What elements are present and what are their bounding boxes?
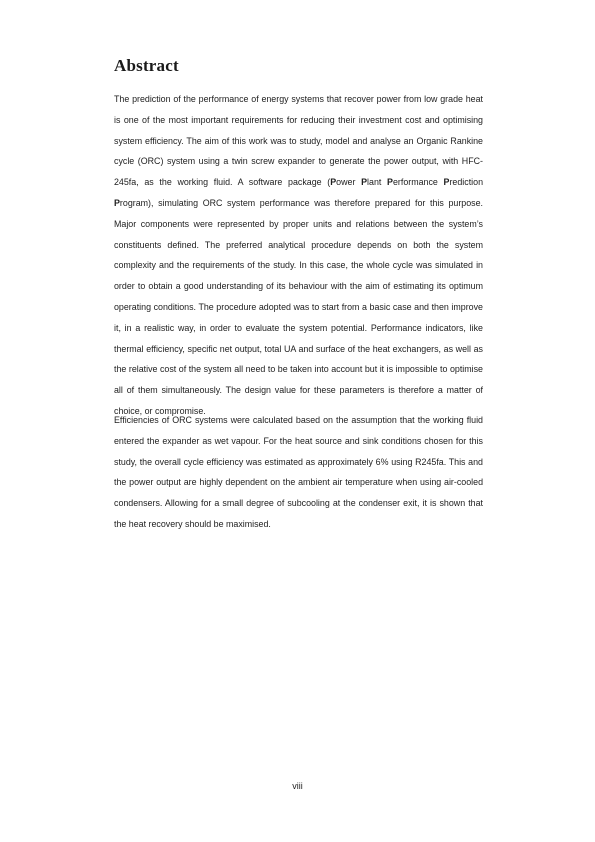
paragraph-1-text-start: The prediction of the performance of energy systems that recover power from low grade heat is one of the most important requirements for reducing their investment cost and optimising system efficiency. The aim of this work was to study, model and analyse an Organic Rankine cycle (ORC) system using a twin screw expander to generate the power output, with HFC-245fa, as the working fluid. A software package ( [114, 94, 483, 188]
acronym-word-prediction: rediction [449, 177, 484, 188]
acronym-word-performance: erformance [392, 177, 444, 188]
abstract-heading: Abstract [114, 56, 179, 75]
acronym-letter-p-power: P [330, 177, 337, 188]
acronym-letter-p-prediction: P [443, 177, 450, 188]
abstract-paragraph-1 [114, 89, 483, 422]
acronym-letter-p-program: P [114, 197, 120, 208]
abstract-paragraph-2: Efficiencies of ORC systems were calculated based on the assumption that the working fluid entered the expander as wet vapour. For the heat source and sink conditions chosen for this study, the overall cycle efficiency was estimated as approximately 6% using R245fa. This and the power output are highly dependent on the ambient air temperature when using air-cooled condensers. Allowing for a small degree of subcooling at the condenser exit, it is shown that the heat recovery should be maximised. [114, 415, 483, 529]
acronym-letter-p-performance: P [387, 177, 393, 188]
paragraph-1-text-end: rogram), simulating ORC system performance was therefore prepared for this purpose. Major components were represented by proper units and relations between the system’s constituents defined. The preferred analytical procedure depends on both the system complexity and the requirements of the study. In this case, the whole cycle was simulated in order to obtain a good understanding of its behaviour with the aim of estimating its optimum operating conditions. The procedure adopted was to start from a basic case and then improve it, in a realistic way, in order to evaluate the system potential. Performance indicators, like thermal efficiency, specific net output, total UA and surface of the heat exchangers, as well as the relative cost of the system all need to be taken into account but it is impossible to optimise all of them simultaneously. The design value for these parameters is therefore a matter of choice, or compromise. [114, 197, 483, 416]
acronym-word-plant: lant [367, 177, 388, 188]
page-number: viii [292, 781, 303, 791]
acronym-letter-p-plant: P [361, 177, 368, 188]
acronym-word-power: ower [336, 177, 362, 188]
